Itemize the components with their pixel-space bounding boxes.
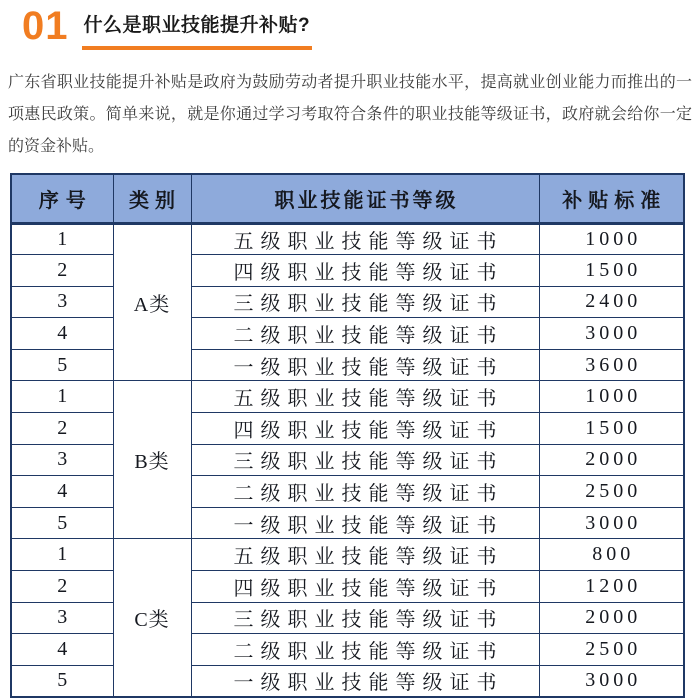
table-row [11, 507, 684, 539]
certificate-cell: 四级职业技能等级证书 [191, 413, 539, 445]
index-cell: 2 [11, 413, 113, 445]
col-header-certificate-level: 职业技能证书等级 [191, 174, 539, 223]
table-row [11, 318, 684, 350]
subsidy-cell: 3000 [539, 507, 684, 539]
table-row [11, 539, 684, 571]
header-row [11, 174, 684, 223]
certificate-cell: 三级职业技能等级证书 [191, 286, 539, 318]
index-cell: 3 [11, 444, 113, 476]
index-cell: 5 [11, 349, 113, 381]
subsidy-cell: 3000 [539, 665, 684, 697]
section-number: 01 [22, 4, 69, 48]
category-cell: A类 [113, 223, 191, 381]
intro-paragraph: 广东省职业技能提升补贴是政府为鼓励劳动者提升职业技能水平，提高就业创业能力而推出的一项惠民政策。简单来说，就是你通过学习考取符合条件的职业技能等级证书，政府就会给你一定的资金补贴。 [8, 74, 692, 155]
col-header-index: 序号 [11, 174, 113, 223]
subsidy-table-body [11, 223, 684, 697]
certificate-cell: 二级职业技能等级证书 [191, 634, 539, 666]
title-underline [82, 10, 313, 50]
certificate-cell: 二级职业技能等级证书 [191, 318, 539, 350]
certificate-cell: 一级职业技能等级证书 [191, 507, 539, 539]
table-row [11, 286, 684, 318]
index-cell: 3 [11, 286, 113, 318]
table-row [11, 413, 684, 445]
certificate-cell: 四级职业技能等级证书 [191, 571, 539, 603]
index-cell: 3 [11, 602, 113, 634]
subsidy-cell: 1000 [539, 381, 684, 413]
subsidy-cell: 2500 [539, 476, 684, 508]
index-cell: 5 [11, 665, 113, 697]
index-cell: 1 [11, 223, 113, 255]
subsidy-cell: 2500 [539, 634, 684, 666]
index-cell: 2 [11, 255, 113, 287]
subsidy-cell: 2000 [539, 602, 684, 634]
page-title: 什么是职业技能提升补贴? [83, 15, 311, 36]
subsidy-cell: 3600 [539, 349, 684, 381]
category-cell: B类 [113, 381, 191, 539]
certificate-cell: 五级职业技能等级证书 [191, 539, 539, 571]
table-row [11, 571, 684, 603]
index-cell: 1 [11, 381, 113, 413]
certificate-cell: 二级职业技能等级证书 [191, 476, 539, 508]
index-cell: 1 [11, 539, 113, 571]
index-cell: 2 [11, 571, 113, 603]
certificate-cell: 一级职业技能等级证书 [191, 349, 539, 381]
table-row [11, 381, 684, 413]
table-row [11, 444, 684, 476]
index-cell: 4 [11, 476, 113, 508]
col-header-category: 类别 [113, 174, 191, 223]
certificate-cell: 一级职业技能等级证书 [191, 665, 539, 697]
subsidy-cell: 2000 [539, 444, 684, 476]
subsidy-table-container [10, 173, 700, 698]
subsidy-cell: 1000 [539, 223, 684, 255]
certificate-cell: 三级职业技能等级证书 [191, 602, 539, 634]
section-header [0, 0, 700, 50]
table-row [11, 602, 684, 634]
subsidy-table [10, 173, 685, 698]
table-row [11, 255, 684, 287]
table-row [11, 665, 684, 697]
category-cell: C类 [113, 539, 191, 697]
subsidy-cell: 3000 [539, 318, 684, 350]
subsidy-cell: 2400 [539, 286, 684, 318]
certificate-cell: 五级职业技能等级证书 [191, 223, 539, 255]
index-cell: 4 [11, 634, 113, 666]
table-row [11, 634, 684, 666]
subsidy-cell: 1500 [539, 413, 684, 445]
index-cell: 4 [11, 318, 113, 350]
certificate-cell: 三级职业技能等级证书 [191, 444, 539, 476]
certificate-cell: 五级职业技能等级证书 [191, 381, 539, 413]
subsidy-table-head [11, 174, 684, 223]
col-header-subsidy-standard: 补贴标准 [539, 174, 684, 223]
subsidy-cell: 1500 [539, 255, 684, 287]
table-row [11, 349, 684, 381]
certificate-cell: 四级职业技能等级证书 [191, 255, 539, 287]
table-row [11, 223, 684, 255]
index-cell: 5 [11, 507, 113, 539]
subsidy-cell: 800 [539, 539, 684, 571]
table-row [11, 476, 684, 508]
subsidy-cell: 1200 [539, 571, 684, 603]
